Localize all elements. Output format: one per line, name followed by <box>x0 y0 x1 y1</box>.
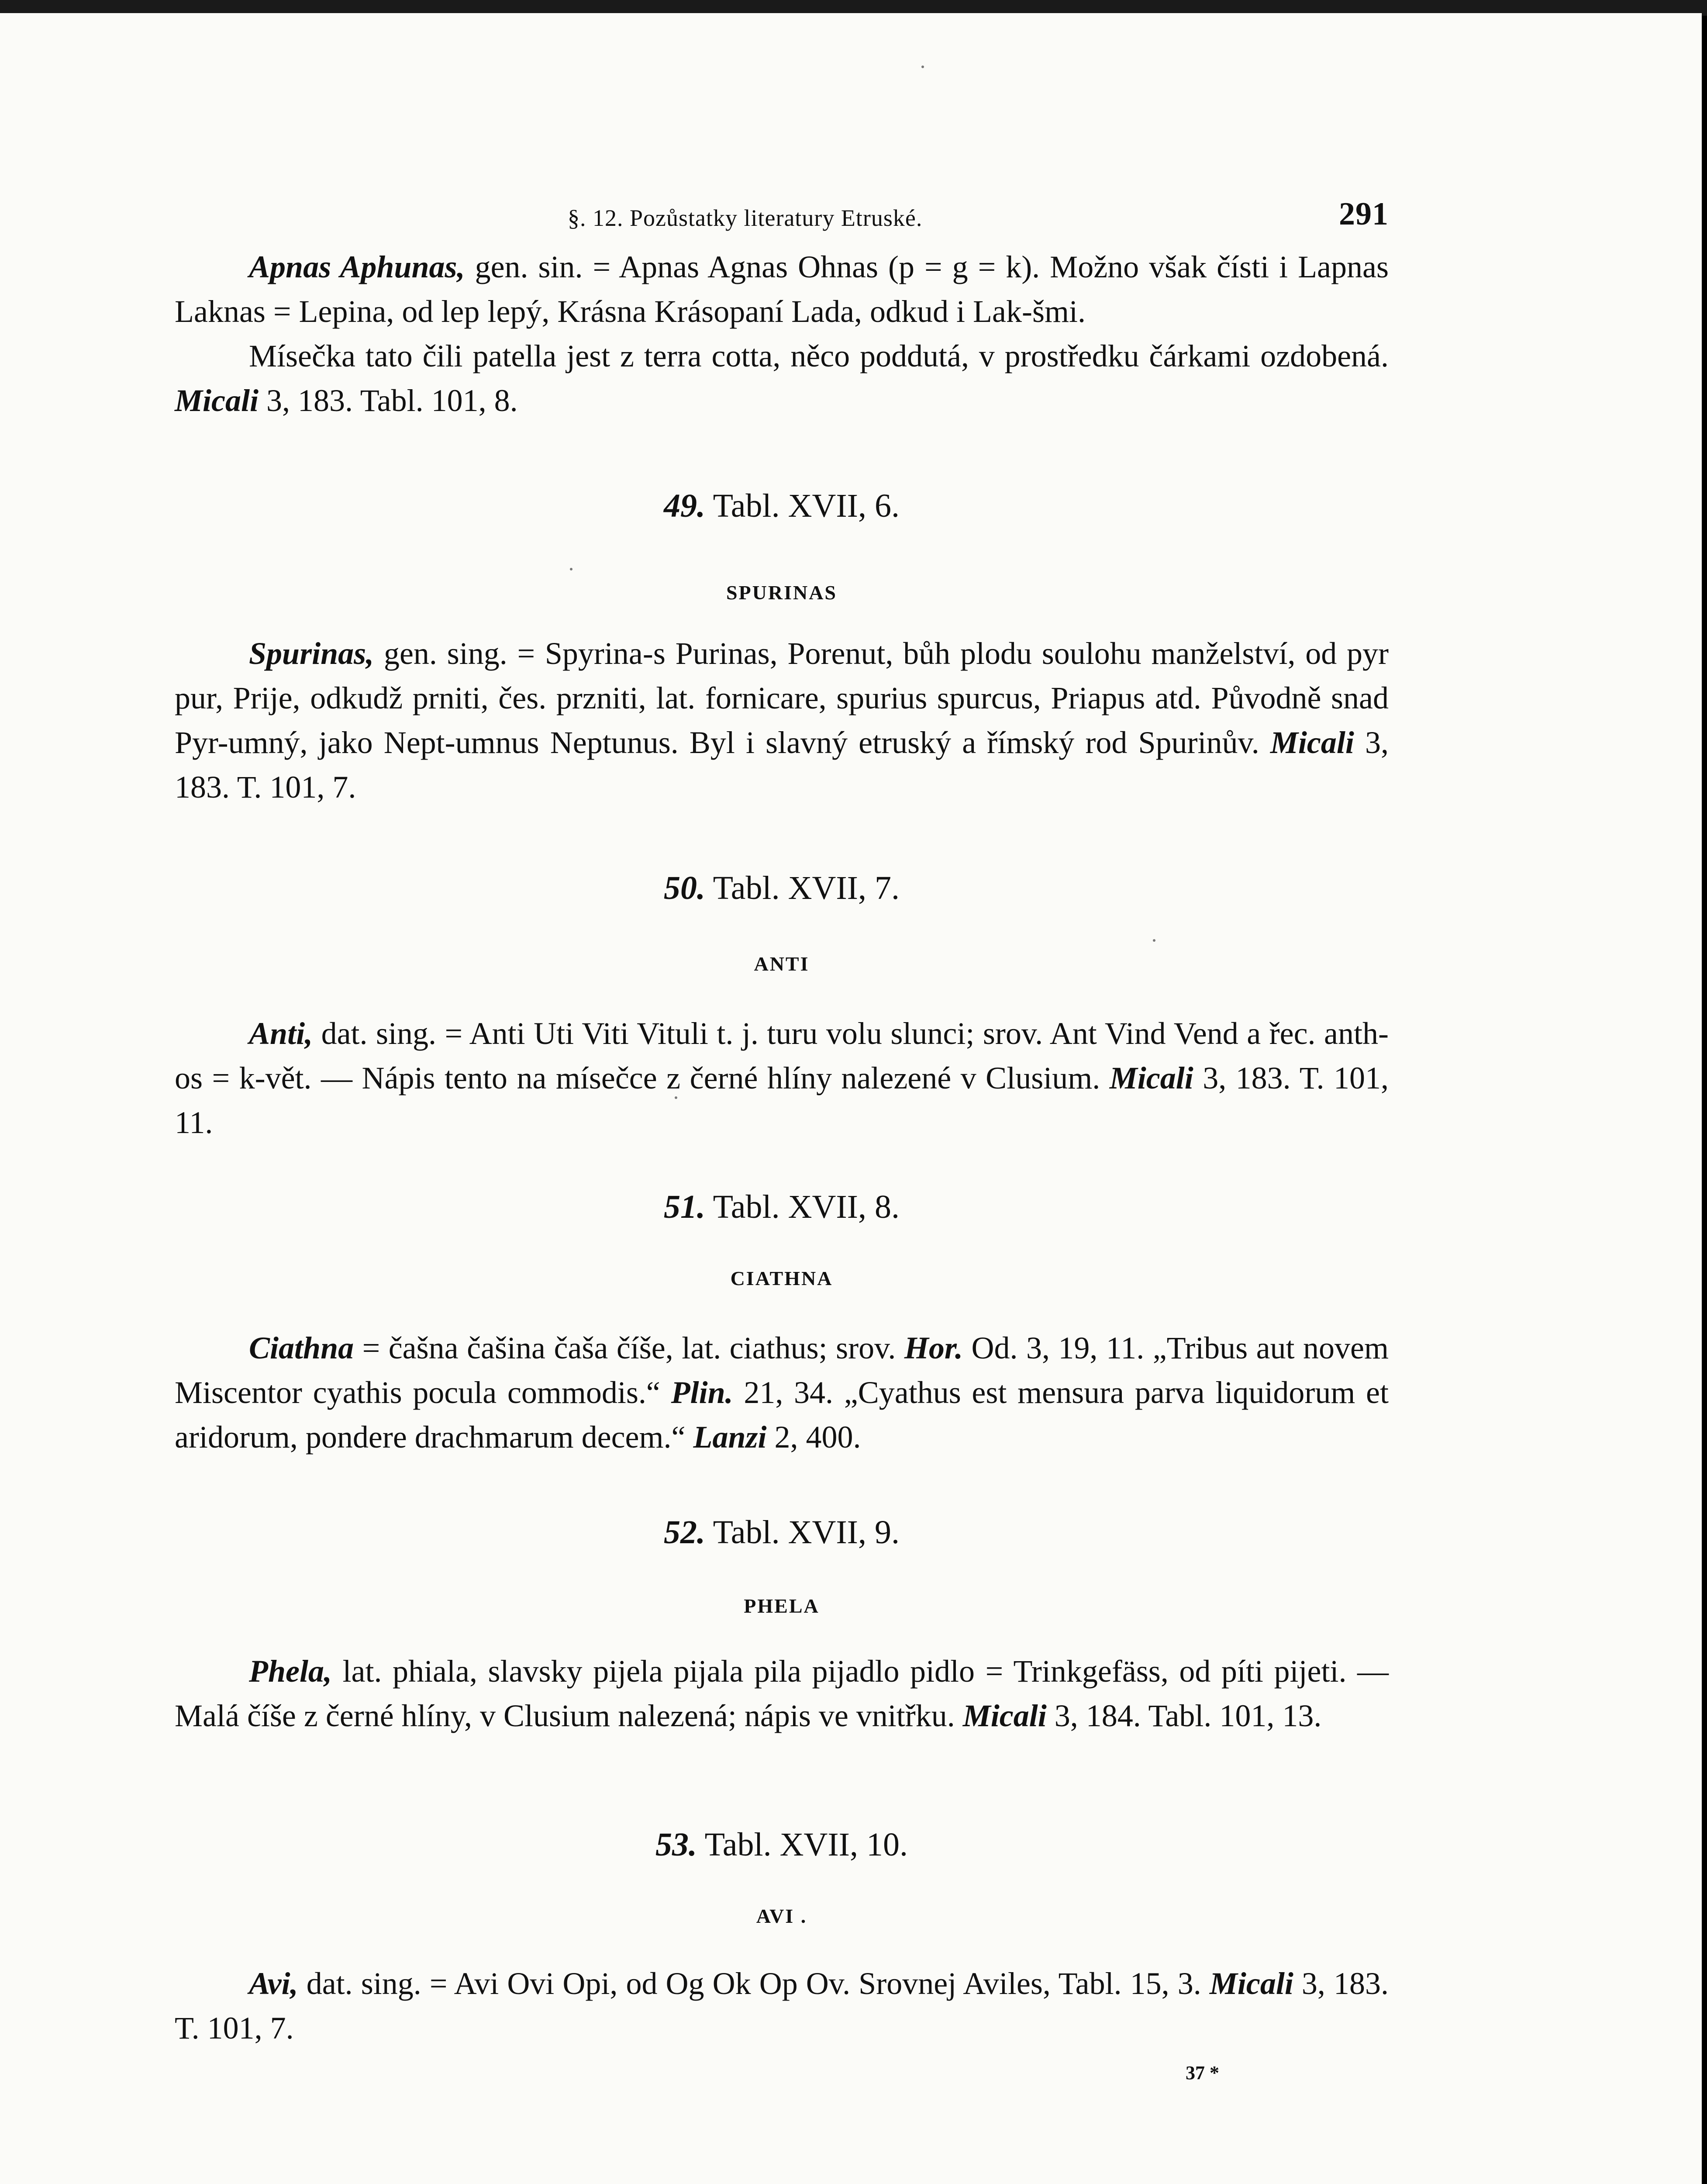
entry-paragraph <box>175 1011 1389 1145</box>
entry-ref: Micali <box>1109 1061 1193 1095</box>
entry-ref: Plin. <box>671 1375 733 1410</box>
paper-speck <box>675 1096 677 1099</box>
entry-text: dat. sing. = Anti Uti Viti Vituli t. j. turu volu slunci; srov. Ant Vind Vend a řec. anth-os = k-vět. — Nápis tento na mísečce z černé hlíny nalezené v Clusium. <box>175 1016 1389 1095</box>
entry-heading-50 <box>175 869 1389 907</box>
entry-term: Ciathna <box>249 1330 354 1365</box>
entry-heading-52 <box>175 1514 1389 1552</box>
entry-text: 3, 183. T. 101, 7. <box>175 725 1389 805</box>
entry-term: Anti, <box>249 1016 313 1051</box>
inscription-51: CIATHNA <box>730 1267 833 1289</box>
page-header <box>568 196 1389 239</box>
entry-number: 53. <box>655 1826 697 1863</box>
inscription-52: PHELA <box>744 1595 820 1617</box>
inscription-49: SPURINAS <box>726 581 838 604</box>
entry-text: 21, 34. „Cyathus est mensura parva liquidorum et aridorum, pondere drachmarum decem.“ <box>175 1375 1389 1455</box>
entry-term: Spurinas, <box>249 636 374 671</box>
entry-text: dat. sing. = Avi Ovi Opi, od Og Ok Op Ov. Srovnej Aviles, Tabl. 15, 3. <box>298 1966 1210 2001</box>
entry-tabl: Tabl. XVII, 10. <box>697 1826 908 1863</box>
entry-paragraph <box>175 631 1389 809</box>
signature-mark: 37 * <box>1186 2062 1219 2084</box>
entry-tabl: Tabl. XVII, 8. <box>705 1189 900 1225</box>
intro-term: Apnas Aphunas, <box>249 249 465 284</box>
paper-speck <box>1153 939 1155 942</box>
entry-body-49 <box>175 631 1389 809</box>
entry-text: gen. sing. = Spyrina-s Purinas, Porenut, bůh plodu souloһu manželství, od pyr pur, Prije, odkudž prniti, čes. przniti, lat. fornicare, spurius spurcus, Priapus atd. Původně snad Pyr-umný, jako Nept-umnus Neptunus. Byl i slavný etruský a římský rod Spurinův. <box>175 636 1389 760</box>
intro-ref: Micali <box>175 383 259 418</box>
paper-speck <box>570 568 572 570</box>
entry-body-51 <box>175 1326 1389 1459</box>
entry-term: Avi, <box>249 1966 298 2001</box>
entry-tabl: Tabl. XVII, 7. <box>705 870 900 906</box>
entry-ref: Micali <box>962 1698 1047 1733</box>
entry-body-50 <box>175 1011 1389 1145</box>
intro-text-1: gen. sin. = Apnas Agnas Ohnas (p = g = k). Možno však čísti i Lapnas Laknas = Lepina, od lep lepý, Krásna Krásopaní Lada, odkud i Lak-šmi. <box>175 249 1389 329</box>
entry-tabl: Tabl. XVII, 6. <box>705 487 900 524</box>
entry-number: 49. <box>664 487 705 524</box>
intro-paragraph-1 <box>175 245 1389 334</box>
page-sheet <box>0 13 1702 2184</box>
entry-term: Phela, <box>249 1654 332 1689</box>
entry-paragraph <box>175 1961 1389 2050</box>
entry-ref: Micali <box>1209 1966 1293 2001</box>
entry-heading-51 <box>175 1188 1389 1226</box>
entry-heading-49 <box>175 487 1389 525</box>
entry-text: 3, 184. Tabl. 101, 13. <box>1046 1698 1322 1733</box>
entry-ref: Lanzi <box>693 1420 767 1455</box>
intro-text-2: Mísečka tato čili patella jest z terra cotta, něco poddutá, v prostředku čárkami ozdobená. <box>249 339 1389 373</box>
inscription-53: AVI . <box>756 1905 807 1927</box>
entry-text: 2, 400. <box>766 1420 861 1455</box>
entry-tabl: Tabl. XVII, 9. <box>705 1514 900 1551</box>
entry-text: 3, 183. T. 101, 7. <box>175 1966 1389 2046</box>
entry-text: lat. phiala, slavsky pijela pijala pila pijadlo pidlo = Trinkgefäss, od píti pijeti. — Malá číše z černé hlíny, v Clusium nalezená; nápis ve vnitřku. <box>175 1654 1389 1733</box>
entry-text: Od. 3, 19, 11. „Tribus aut novem Miscentor cyathis pocula commodis.“ <box>175 1330 1389 1410</box>
paper-speck <box>921 66 924 68</box>
running-title: §. 12. Pozůstatky literatury Etruské. <box>568 205 923 231</box>
entry-heading-53 <box>175 1826 1389 1864</box>
entry-number: 50. <box>664 870 705 906</box>
entry-number: 52. <box>664 1514 705 1551</box>
inscription-50: ANTI <box>754 953 810 975</box>
intro-block <box>175 245 1389 423</box>
entry-ref: Micali <box>1270 725 1354 760</box>
entry-paragraph <box>175 1326 1389 1459</box>
entry-text: = čašna čašina čaša číše, lat. ciathus; srov. <box>354 1330 904 1365</box>
entry-text: 3, 183. T. 101, 11. <box>175 1061 1389 1140</box>
entry-ref: Hor. <box>904 1330 963 1365</box>
entry-paragraph <box>175 1649 1389 1738</box>
page-number: 291 <box>1339 196 1389 232</box>
entry-body-53 <box>175 1961 1389 2050</box>
entry-body-52 <box>175 1649 1389 1738</box>
entry-number: 51. <box>664 1189 705 1225</box>
intro-text-3: 3, 183. Tabl. 101, 8. <box>259 383 518 418</box>
intro-paragraph-2 <box>175 334 1389 423</box>
